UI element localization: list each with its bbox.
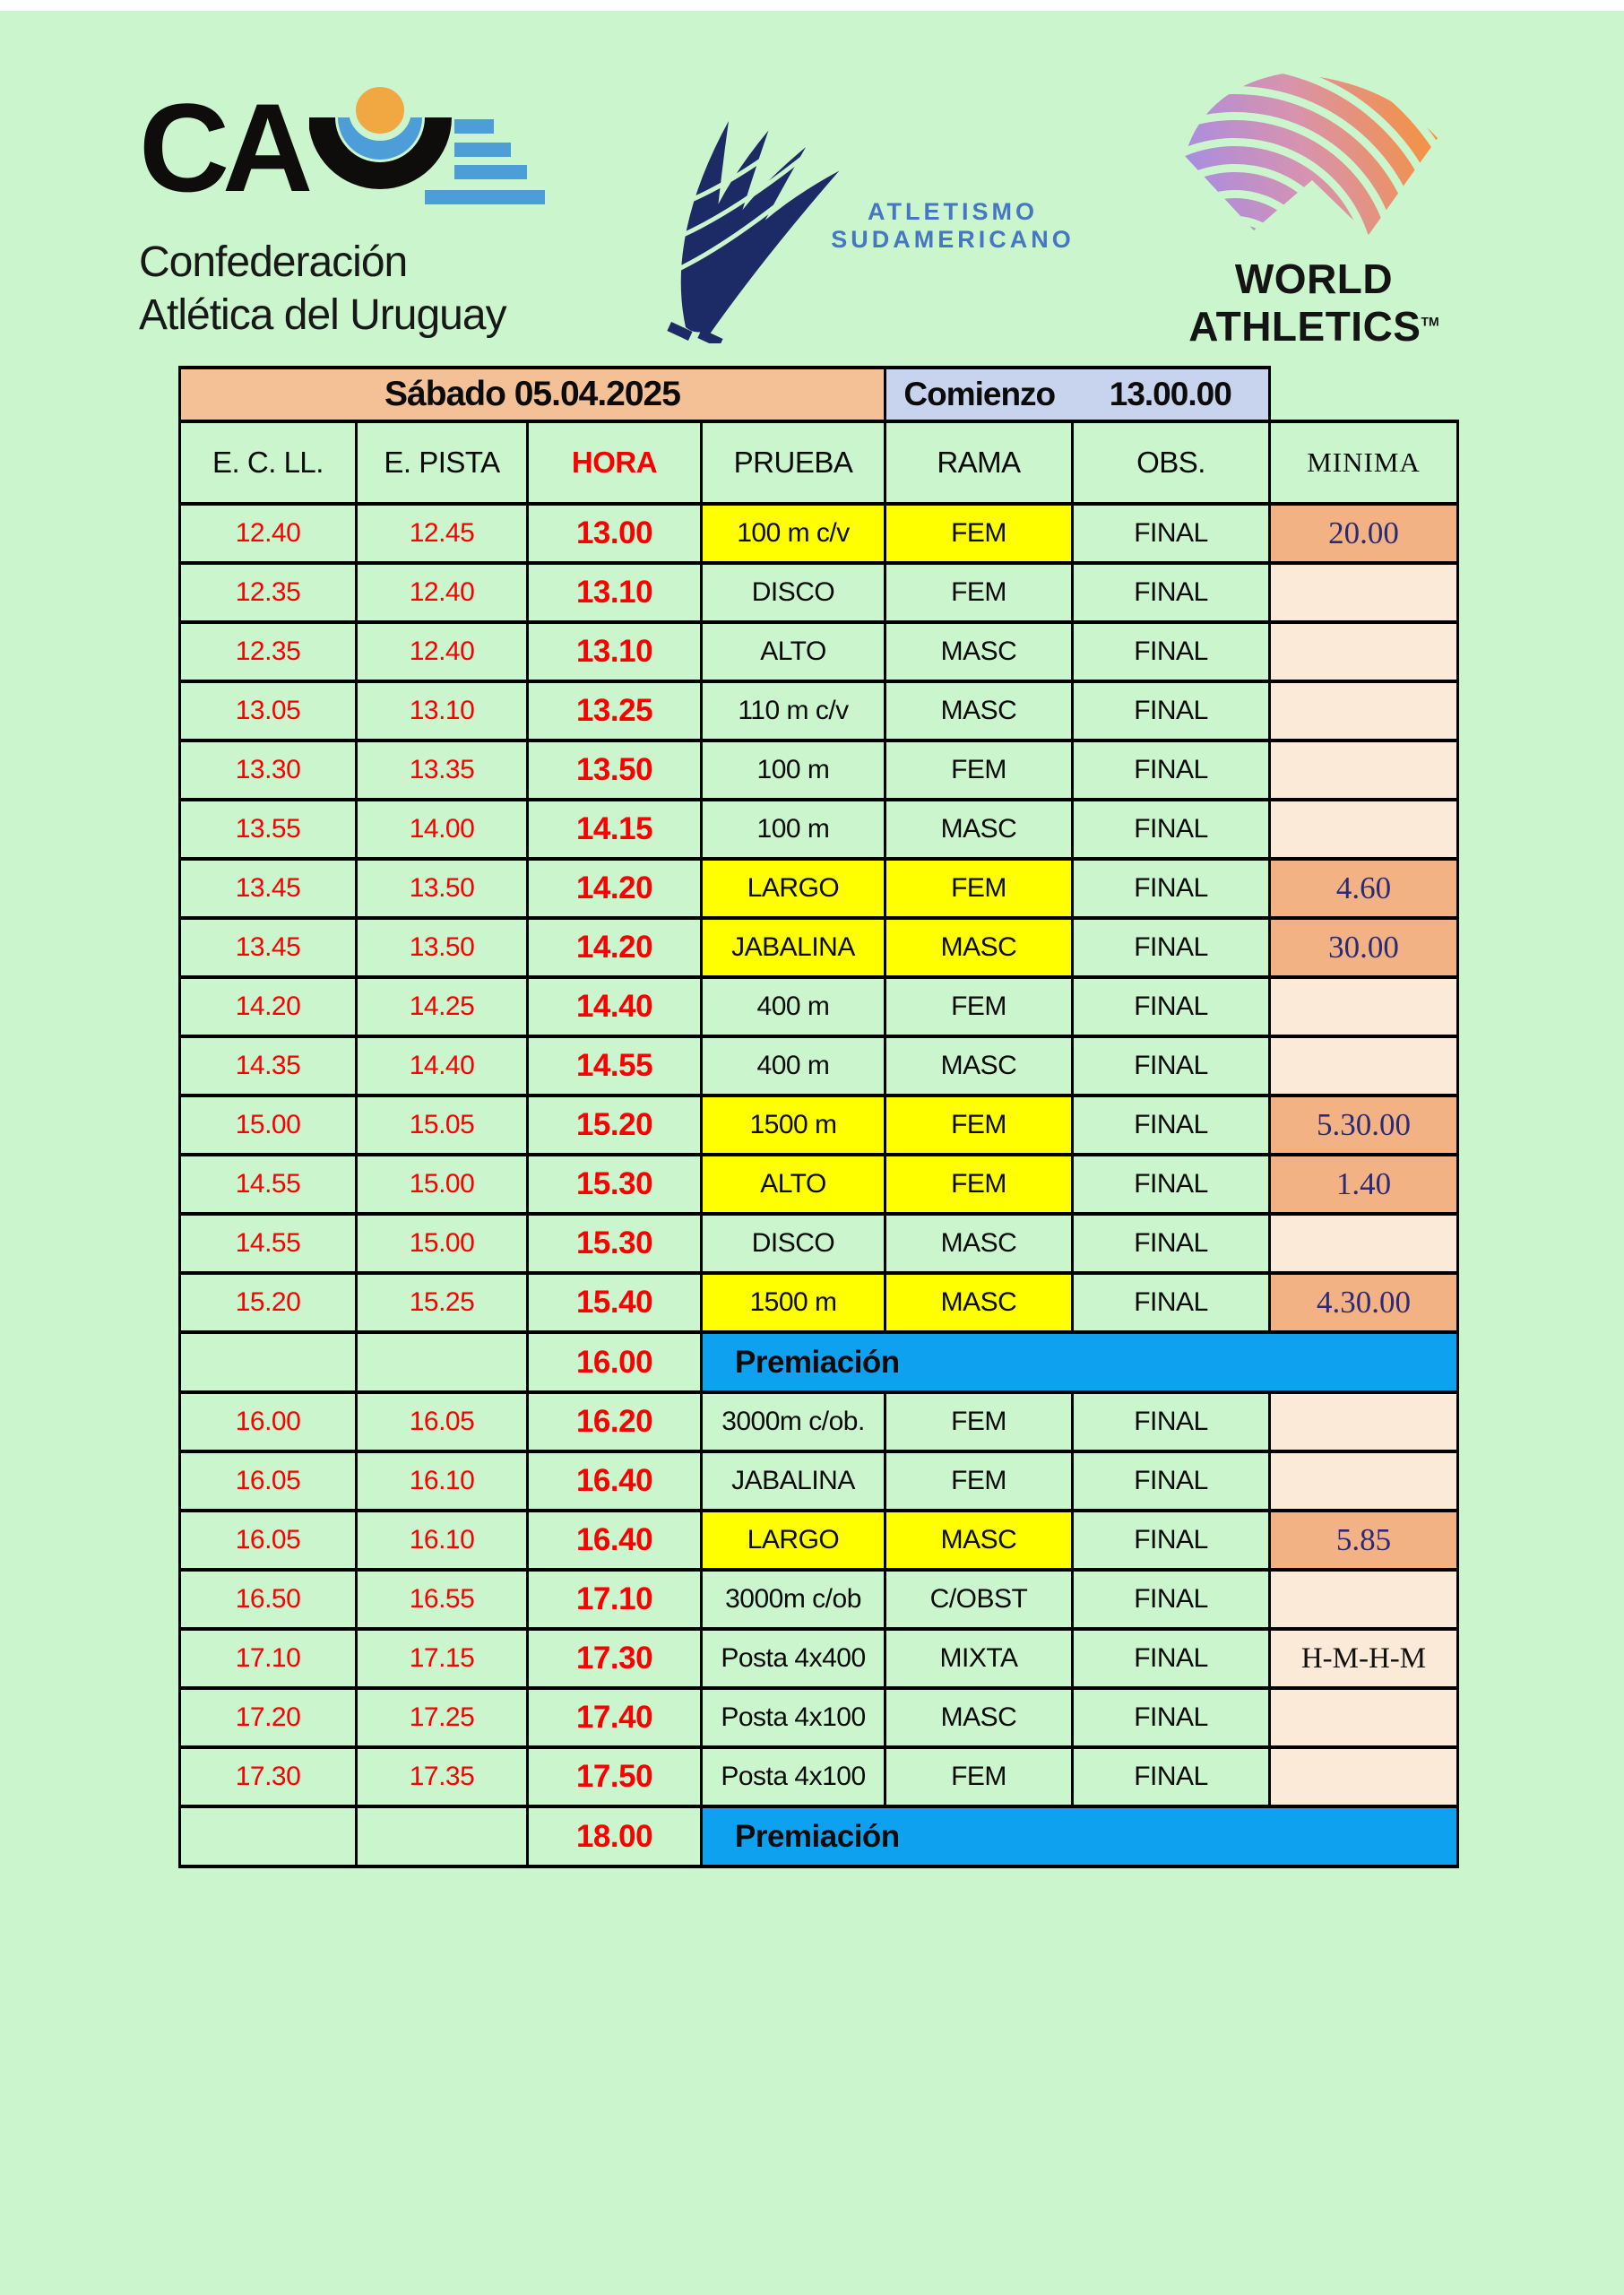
- cell-ecll: 14.20: [180, 977, 357, 1036]
- cell-hora: 14.20: [528, 918, 702, 977]
- cell-obs: FINAL: [1073, 563, 1270, 622]
- cell-rama: MASC: [885, 1036, 1073, 1096]
- cell-minima: [1270, 1392, 1458, 1451]
- col-header-hora: HORA: [528, 421, 702, 504]
- cell-ecll: 15.20: [180, 1273, 357, 1332]
- col-header-rama: RAMA: [885, 421, 1073, 504]
- cell-hora: 13.10: [528, 622, 702, 681]
- table-row: [180, 1392, 1458, 1451]
- cell-ecll: 16.05: [180, 1511, 357, 1570]
- cell-rama: FEM: [885, 977, 1073, 1036]
- cell-minima: 20.00: [1270, 504, 1458, 563]
- cell-ecll: 13.45: [180, 918, 357, 977]
- world-athletics-shell-icon: [1179, 63, 1448, 255]
- cell-epista: 13.50: [357, 859, 528, 918]
- wa-line1: WORLD: [1234, 255, 1394, 302]
- cell-obs: FINAL: [1073, 504, 1270, 563]
- cell-minima: 4.30.00: [1270, 1273, 1458, 1332]
- cell-prueba: 110 m c/v: [702, 681, 885, 740]
- cell-ecll: 13.05: [180, 681, 357, 740]
- cell-minima: [1270, 1036, 1458, 1096]
- cell-obs: FINAL: [1073, 1511, 1270, 1570]
- cell-obs: FINAL: [1073, 1392, 1270, 1451]
- cell-minima: [1270, 977, 1458, 1036]
- cell-rama: MASC: [885, 1214, 1073, 1273]
- cell-rama: FEM: [885, 1747, 1073, 1806]
- cell-prueba: Posta 4x400: [702, 1629, 885, 1688]
- cell-prueba: DISCO: [702, 563, 885, 622]
- world-athletics-logo: [1158, 63, 1470, 351]
- table-row: [180, 1570, 1458, 1629]
- cell-epista: 13.35: [357, 740, 528, 800]
- table-row: [180, 1096, 1458, 1155]
- table-row: [180, 918, 1458, 977]
- cell-obs: FINAL: [1073, 681, 1270, 740]
- cell-minima: [1270, 1214, 1458, 1273]
- cell-rama: MASC: [885, 622, 1073, 681]
- cau-logo-row: [139, 77, 551, 218]
- cell-obs: FINAL: [1073, 1451, 1270, 1511]
- date-cell: Sábado 05.04.2025: [180, 368, 885, 421]
- cell-hora: 16.20: [528, 1392, 702, 1451]
- cell-ecll: 13.55: [180, 800, 357, 859]
- cell-ecll: 15.00: [180, 1096, 357, 1155]
- cell-epista: 17.15: [357, 1629, 528, 1688]
- cell-rama: FEM: [885, 1155, 1073, 1214]
- cell-hora: 17.50: [528, 1747, 702, 1806]
- cell-rama: FEM: [885, 563, 1073, 622]
- cell-obs: FINAL: [1073, 1096, 1270, 1155]
- award-cell: Premiación: [702, 1806, 1458, 1866]
- cell-minima: [1270, 622, 1458, 681]
- cell-prueba: Posta 4x100: [702, 1688, 885, 1747]
- cell-hora: 14.55: [528, 1036, 702, 1096]
- cell-epista: 12.40: [357, 563, 528, 622]
- table-row: [180, 1273, 1458, 1332]
- cau-acronym-text: CA: [139, 77, 307, 218]
- cell-hora: 15.30: [528, 1214, 702, 1273]
- table-row: [180, 1214, 1458, 1273]
- cell-epista: 16.55: [357, 1570, 528, 1629]
- cell-prueba: 400 m: [702, 1036, 885, 1096]
- cell-obs: FINAL: [1073, 1036, 1270, 1096]
- cell-epista: 15.00: [357, 1155, 528, 1214]
- cell-hora: 14.40: [528, 977, 702, 1036]
- cell-epista: 12.40: [357, 622, 528, 681]
- cell-epista: 14.40: [357, 1036, 528, 1096]
- cell-obs: FINAL: [1073, 1273, 1270, 1332]
- cell-obs: FINAL: [1073, 1570, 1270, 1629]
- atletismo-sudamericano-wordmark: [791, 198, 1114, 254]
- cell-prueba: DISCO: [702, 1214, 885, 1273]
- table-row: [180, 563, 1458, 622]
- cell-ecll: 16.00: [180, 1392, 357, 1451]
- cau-sun-icon: [309, 81, 551, 215]
- cell-epista: 16.05: [357, 1392, 528, 1451]
- world-athletics-wordmark: [1158, 255, 1470, 351]
- cell-ecll: 13.45: [180, 859, 357, 918]
- cell-minima: [1270, 800, 1458, 859]
- cell-rama: MASC: [885, 1273, 1073, 1332]
- table-row: [180, 1688, 1458, 1747]
- scan-edge-strip: [0, 0, 1624, 11]
- cell-epista: 16.10: [357, 1451, 528, 1511]
- cell-epista: 14.00: [357, 800, 528, 859]
- cell-hora: 15.40: [528, 1273, 702, 1332]
- cell-rama: FEM: [885, 1392, 1073, 1451]
- cell-rama: MASC: [885, 1511, 1073, 1570]
- cell-hora: 15.30: [528, 1155, 702, 1214]
- cell-obs: FINAL: [1073, 859, 1270, 918]
- cell-epista: [357, 1806, 528, 1866]
- cell-rama: FEM: [885, 740, 1073, 800]
- cell-minima: 4.60: [1270, 859, 1458, 918]
- cell-ecll: [180, 1332, 357, 1392]
- col-header-ecll: E. C. LL.: [180, 421, 357, 504]
- cell-prueba: 400 m: [702, 977, 885, 1036]
- cell-ecll: 17.30: [180, 1747, 357, 1806]
- cell-minima: [1270, 1688, 1458, 1747]
- cell-rama: FEM: [885, 1096, 1073, 1155]
- cell-hora: 16.40: [528, 1511, 702, 1570]
- table-row: [180, 740, 1458, 800]
- cell-prueba: LARGO: [702, 859, 885, 918]
- ghost-cell: [1270, 368, 1458, 421]
- cell-rama: MASC: [885, 918, 1073, 977]
- wa-line2: ATHLETICS™: [1188, 303, 1439, 351]
- cell-prueba: JABALINA: [702, 918, 885, 977]
- trademark-symbol: TM: [1421, 315, 1439, 330]
- cell-minima: 1.40: [1270, 1155, 1458, 1214]
- table-row: [180, 681, 1458, 740]
- cell-ecll: 17.20: [180, 1688, 357, 1747]
- cell-obs: FINAL: [1073, 622, 1270, 681]
- cell-prueba: ALTO: [702, 1155, 885, 1214]
- cell-ecll: 12.35: [180, 563, 357, 622]
- cell-hora: 17.30: [528, 1629, 702, 1688]
- cell-rama: MASC: [885, 800, 1073, 859]
- cell-hora: 17.10: [528, 1570, 702, 1629]
- cell-epista: 13.50: [357, 918, 528, 977]
- cell-obs: FINAL: [1073, 1214, 1270, 1273]
- sud-line1: ATLETISMO: [868, 198, 1038, 225]
- cell-ecll: 16.50: [180, 1570, 357, 1629]
- cell-ecll: 13.30: [180, 740, 357, 800]
- start-label: Comienzo: [903, 376, 1056, 412]
- table-row: [180, 800, 1458, 859]
- cell-epista: 15.05: [357, 1096, 528, 1155]
- cell-hora: 15.20: [528, 1096, 702, 1155]
- cell-prueba: 100 m: [702, 740, 885, 800]
- cell-rama: FEM: [885, 1451, 1073, 1511]
- cell-hora: 13.10: [528, 563, 702, 622]
- cell-ecll: 12.35: [180, 622, 357, 681]
- cell-obs: FINAL: [1073, 977, 1270, 1036]
- cell-prueba: Posta 4x100: [702, 1747, 885, 1806]
- table-top-header-row: [180, 368, 1458, 421]
- cell-ecll: 12.40: [180, 504, 357, 563]
- cell-obs: FINAL: [1073, 918, 1270, 977]
- cell-epista: 13.10: [357, 681, 528, 740]
- table-column-header-row: [180, 421, 1458, 504]
- cell-minima: H-M-H-M: [1270, 1629, 1458, 1688]
- col-header-prueba: PRUEBA: [702, 421, 885, 504]
- award-row: [180, 1806, 1458, 1866]
- start-time: 13.00.00: [1109, 376, 1231, 412]
- schedule-table: [178, 366, 1459, 1868]
- col-header-epista: E. PISTA: [357, 421, 528, 504]
- atletismo-sudamericano-logo: [659, 101, 1125, 352]
- cell-ecll: 14.55: [180, 1155, 357, 1214]
- cell-epista: 15.25: [357, 1273, 528, 1332]
- start-cell: [885, 368, 1270, 421]
- cell-epista: 16.10: [357, 1511, 528, 1570]
- cell-hora: 16.40: [528, 1451, 702, 1511]
- award-cell: Premiación: [702, 1332, 1458, 1392]
- cell-rama: FEM: [885, 859, 1073, 918]
- cell-epista: 12.45: [357, 504, 528, 563]
- cell-obs: FINAL: [1073, 740, 1270, 800]
- cell-minima: [1270, 740, 1458, 800]
- col-header-minima: MINIMA: [1270, 421, 1458, 504]
- cell-obs: FINAL: [1073, 1688, 1270, 1747]
- cell-obs: FINAL: [1073, 1747, 1270, 1806]
- cell-obs: FINAL: [1073, 1155, 1270, 1214]
- col-header-obs: OBS.: [1073, 421, 1270, 504]
- cell-epista: 17.25: [357, 1688, 528, 1747]
- cell-prueba: LARGO: [702, 1511, 885, 1570]
- cell-hora: 13.00: [528, 504, 702, 563]
- cell-prueba: 100 m: [702, 800, 885, 859]
- table-row: [180, 504, 1458, 563]
- award-row: [180, 1332, 1458, 1392]
- cell-prueba: 1500 m: [702, 1273, 885, 1332]
- cell-prueba: 100 m c/v: [702, 504, 885, 563]
- cell-prueba: ALTO: [702, 622, 885, 681]
- cell-hora: 14.20: [528, 859, 702, 918]
- cell-minima: 5.30.00: [1270, 1096, 1458, 1155]
- cell-hora: 14.15: [528, 800, 702, 859]
- cell-obs: FINAL: [1073, 1629, 1270, 1688]
- table-row: [180, 859, 1458, 918]
- table-row: [180, 1511, 1458, 1570]
- cell-prueba: 1500 m: [702, 1096, 885, 1155]
- table-row: [180, 622, 1458, 681]
- cell-obs: FINAL: [1073, 800, 1270, 859]
- cell-ecll: [180, 1806, 357, 1866]
- cell-minima: 5.85: [1270, 1511, 1458, 1570]
- cell-epista: 15.00: [357, 1214, 528, 1273]
- table-row: [180, 977, 1458, 1036]
- cell-hora: 18.00: [528, 1806, 702, 1866]
- cell-rama: FEM: [885, 504, 1073, 563]
- cell-epista: 14.25: [357, 977, 528, 1036]
- cell-minima: 30.00: [1270, 918, 1458, 977]
- cell-rama: MASC: [885, 1688, 1073, 1747]
- table-row: [180, 1747, 1458, 1806]
- cau-name: [139, 237, 551, 342]
- cau-logo: [139, 77, 551, 342]
- cell-ecll: 14.55: [180, 1214, 357, 1273]
- cell-ecll: 17.10: [180, 1629, 357, 1688]
- table-row: [180, 1036, 1458, 1096]
- cell-minima: [1270, 1570, 1458, 1629]
- cell-hora: 13.25: [528, 681, 702, 740]
- cell-prueba: 3000m c/ob: [702, 1570, 885, 1629]
- table-row: [180, 1451, 1458, 1511]
- cell-rama: MIXTA: [885, 1629, 1073, 1688]
- cell-ecll: 16.05: [180, 1451, 357, 1511]
- cau-name-line1: Confederación: [139, 238, 408, 286]
- cell-minima: [1270, 1451, 1458, 1511]
- cell-prueba: 3000m c/ob.: [702, 1392, 885, 1451]
- cell-hora: 13.50: [528, 740, 702, 800]
- cell-rama: C/OBST: [885, 1570, 1073, 1629]
- cell-prueba: JABALINA: [702, 1451, 885, 1511]
- cell-rama: MASC: [885, 681, 1073, 740]
- cell-minima: [1270, 1747, 1458, 1806]
- sud-line2: SUDAMERICANO: [831, 226, 1075, 254]
- cell-epista: [357, 1332, 528, 1392]
- cell-minima: [1270, 563, 1458, 622]
- cell-ecll: 14.35: [180, 1036, 357, 1096]
- table-row: [180, 1155, 1458, 1214]
- cell-minima: [1270, 681, 1458, 740]
- cell-epista: 17.35: [357, 1747, 528, 1806]
- cau-name-line2: Atlética del Uruguay: [139, 290, 506, 339]
- table-row: [180, 1629, 1458, 1688]
- cell-hora: 16.00: [528, 1332, 702, 1392]
- cell-hora: 17.40: [528, 1688, 702, 1747]
